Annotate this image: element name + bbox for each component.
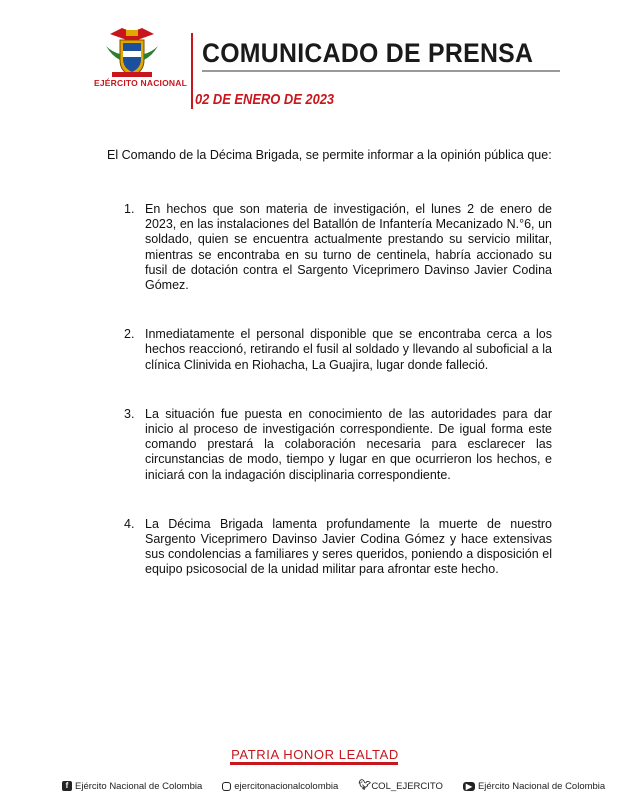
item-number: 4. [124, 516, 135, 531]
item-number: 2. [124, 327, 135, 342]
social-facebook[interactable] [62, 781, 202, 792]
list-item [120, 517, 552, 578]
logo-caption: EJÉRCITO NACIONAL [94, 78, 187, 88]
list-item [120, 202, 552, 293]
item-text: La situación fue puesta en conocimiento de las autoridades para dar inicio al proceso de investigación correspondiente. De igual forma este comando prestará la colaboración necesaria para esclarecer las circunstancias de modo, tiempo y lugar en que ocurrieron los hechos, e iniciará con la indagación disciplinaria correspondiente. [145, 406, 552, 482]
twitter-icon: 🐦︎ [358, 780, 372, 791]
social-footer [62, 779, 606, 793]
list-item [120, 327, 552, 373]
instagram-icon [222, 782, 231, 791]
item-text: Inmediatamente el personal disponible que se encontraba cerca a los hechos reaccionó, retirando el fusil al soldado y llevando al suboficial a la clínica Clinivida en Riohacha, La Guajira, lugar donde falleció. [145, 327, 552, 372]
social-label: COL_EJERCITO [371, 780, 443, 792]
social-label: Ejército Nacional de Colombia [75, 780, 203, 792]
statement-list [120, 202, 552, 578]
motto: PATRIA HONOR LEALTAD [231, 747, 399, 762]
social-twitter[interactable] [358, 781, 443, 792]
intro-paragraph: El Comando de la Décima Brigada, se permite informar a la opinión pública que: [107, 148, 552, 162]
social-label: ejercitonacionalcolombia [234, 780, 339, 792]
list-item [120, 407, 552, 483]
army-crest-logo [102, 26, 162, 80]
social-instagram[interactable] [222, 781, 338, 792]
facebook-icon: f [62, 781, 72, 791]
social-label: Ejército Nacional de Colombia [477, 780, 606, 792]
social-youtube[interactable] [463, 781, 605, 792]
item-text: La Décima Brigada lamenta profundamente la muerte de nuestro Sargento Viceprimero Davinso Javier Codina Gómez y hace extensivas sus condolencias a familiares y seres queridos, poniendo a disposición el equipo psicosocial de la unidad militar para afrontar este hecho. [145, 516, 552, 577]
title-underline [202, 70, 560, 72]
document-date: 02 DE ENERO DE 2023 [195, 91, 335, 108]
youtube-icon: ▶ [463, 782, 475, 791]
motto-underline [230, 762, 398, 765]
header-divider [191, 33, 193, 109]
item-number: 3. [124, 406, 135, 421]
item-number: 1. [124, 202, 135, 216]
item-text: En hechos que son materia de investigación, el lunes 2 de enero de 2023, en las instalaciones del Batallón de Infantería Mecanizado N.°6, un soldado, quien se encuentra actualmente prestando su servicio militar, mientras se encontraba en su turno de centinela, habría accionado su fusil de dotación contra el Sargento Viceprimero Davinso Javier Codina Gómez. [145, 202, 552, 293]
page-title: COMUNICADO DE PRENSA [202, 38, 534, 68]
